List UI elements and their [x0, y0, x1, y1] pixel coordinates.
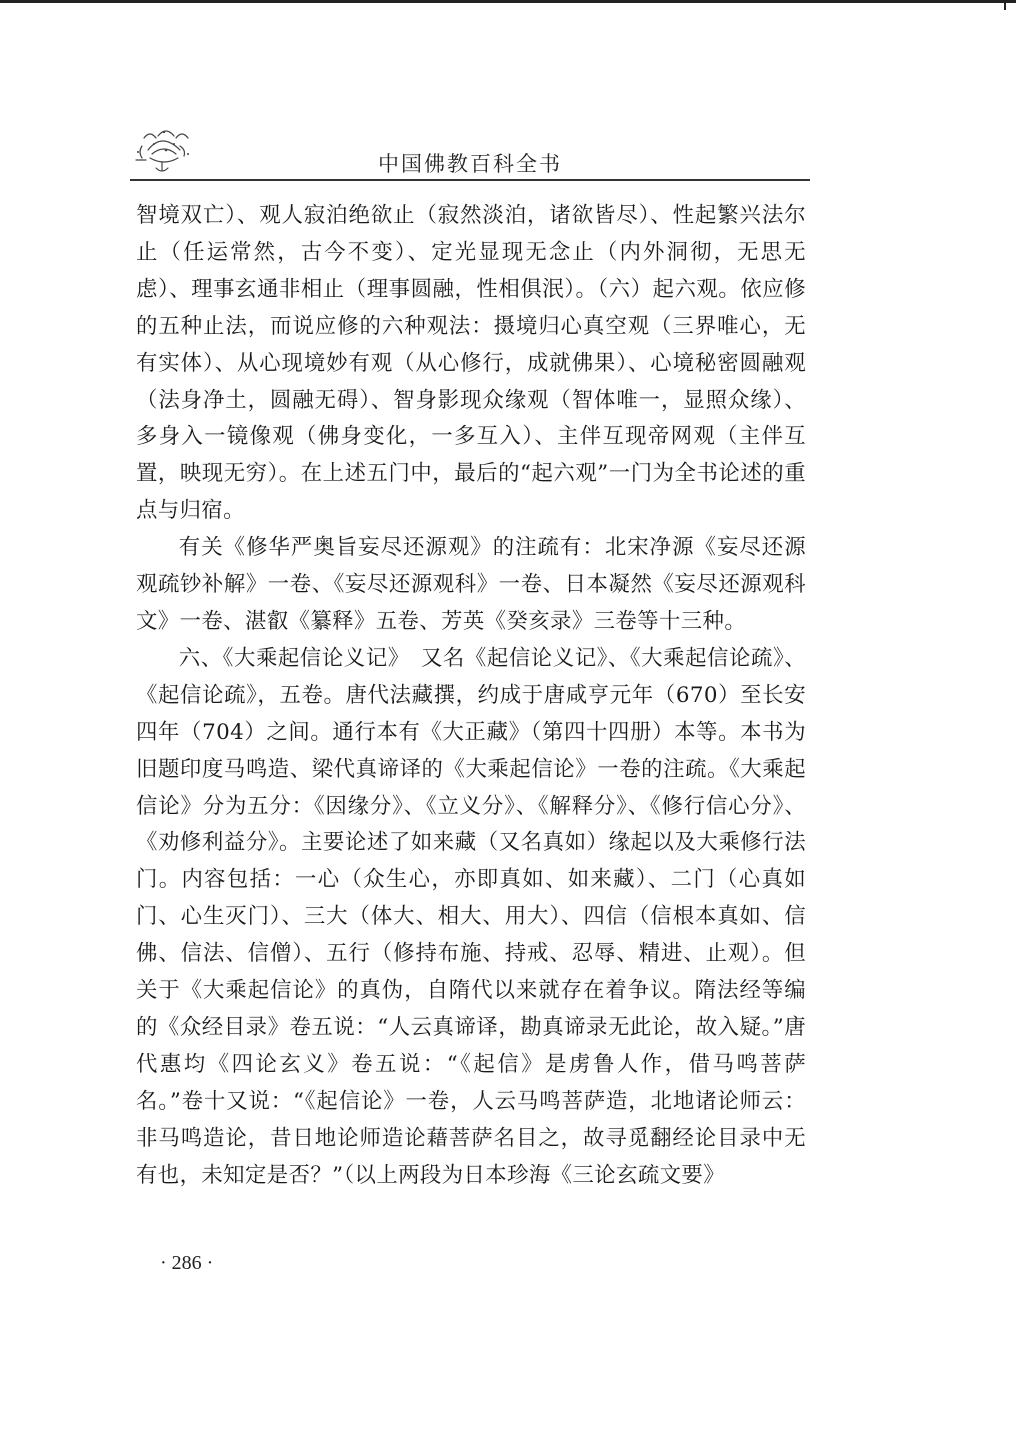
scan-top-border [0, 0, 1016, 3]
paragraph-entry-six: 六、《大乘起信论义记》 又名《起信论义记》、《大乘起信论疏》、《起信论疏》，五卷。唐代法藏撰，约成于唐咸亨元年（670）至长安四年（704）之间。通行本有《大正藏》（第四十四册）本等。本书为旧题印度马鸣造、梁代真谛译的《大乘起信论》一卷的注疏。《大乘起信论》分为五分：《因缘分》、《立义分》、《解释分》、《修行信心分》、《劝修利益分》。主要论述了如来藏（又名真如）缘起以及大乘修行法门。内容包括：一心（众生心，亦即真如、如来藏）、二门（心真如门、心生灭门）、三大（体大、相大、用大）、四信（信根本真如、信佛、信法、信僧）、五行（修持布施、持戒、忍辱、精进、止观）。但关于《大乘起信论》的真伪，自隋代以来就存在着争议。隋法经等编的《众经目录》卷五说：“人云真谛译，勘真谛录无此论，故入疑。”唐代惠均《四论玄义》卷五说：“《起信》是虏鲁人作，借马鸣菩萨名。”卷十又说：“《起信论》一卷，人云马鸣菩萨造，北地诸论师云：非马鸣造论，昔日地论师造论藉菩萨名目之，故寻觅翻经论目录中无有也，未知定是否？”（以上两段为日本珍海《三论玄疏文要》 [136, 645, 806, 1188]
scan-corner-mark [1004, 0, 1006, 10]
header-rule [130, 179, 810, 181]
paragraph-continued: 智境双亡）、观人寂泊绝欲止（寂然淡泊，诸欲皆尽）、性起繁兴法尔止（任运常然，古今不变）、定光显现无念止（内外洞彻，无思无虑）、理事玄通非相止（理事圆融，性相俱泯）。（六）起六观。依应修的五种止法，而说应修的六种观法：摄境归心真空观（三界唯心，无有实体）、从心现境妙有观（从心修行，成就佛果）、心境秘密圆融观（法身净土，圆融无碍）、智身影现众缘观（智体唯一，显照众缘）、多身入一镜像观（佛身变化，一多互入）、主伴互现帝网观（主伴互置，映现无穷）。在上述五门中，最后的“起六观”一门为全书论述的重点与归宿。 [136, 203, 806, 524]
page-number: · 286 · [160, 1252, 214, 1274]
book-title: 中国佛教百科全书 [378, 152, 562, 176]
body-text [136, 198, 806, 1194]
paragraph-commentaries: 有关《修华严奥旨妄尽还源观》的注疏有：北宋净源《妄尽还源观疏钞补解》一卷、《妄尽还源观科》一卷、日本凝然《妄尽还源观科文》一卷、湛叡《纂释》五卷、芳英《癸亥录》三卷等十三种。 [136, 535, 806, 634]
running-header [130, 120, 810, 182]
